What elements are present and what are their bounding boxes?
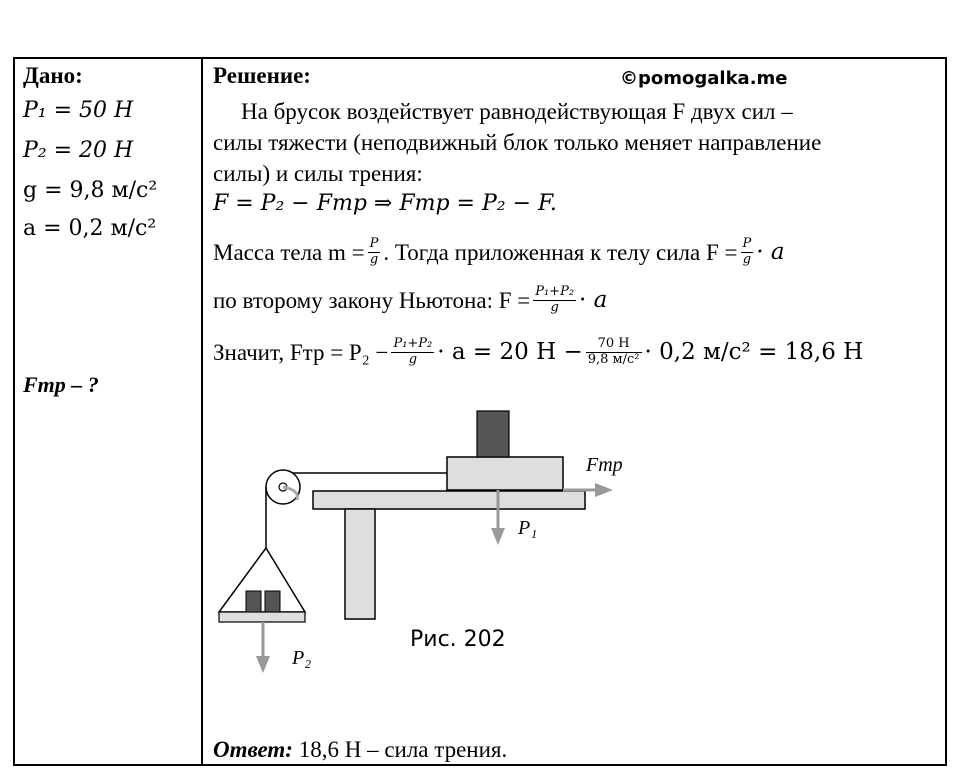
solution-line-5 (213, 232, 785, 272)
frac-num: P (369, 236, 379, 252)
frac-num: P₁+P₂ (535, 284, 575, 300)
block (447, 457, 563, 490)
watermark: ©pomogalka.me (620, 68, 788, 89)
frac-den: g (369, 251, 379, 267)
solution-heading: Решение: (213, 63, 311, 88)
line6-part-b: · a (579, 286, 608, 313)
given-g: g = 9,8 м/с² (23, 178, 158, 203)
figure-caption: Рис. 202 (410, 627, 506, 652)
solution-line-7 (213, 330, 863, 374)
line7-part-c: · 0,2 м/с² = 18,6 Н (644, 338, 864, 365)
answer (213, 738, 507, 761)
label-p2: P₂ (292, 647, 312, 669)
weight-2 (265, 591, 280, 612)
label-ftr: Fтр (586, 454, 623, 476)
solution-line-1: На брусок воздействует равнодействующая F двух сил – (241, 99, 793, 124)
solution-line-4: F = P₂ − Fтр ⇒ Fтр = P₂ − F. (213, 191, 557, 216)
given-find: Fтр – ? (23, 372, 99, 397)
line6-part-a: по второму закону Ньютона: F = (213, 287, 531, 313)
answer-label: Ответ: (213, 737, 293, 762)
frac-num: P₁+P₂ (393, 336, 433, 352)
answer-text: 18,6 Н – сила трения. (292, 737, 508, 762)
fraction-70-over-98 (586, 337, 642, 367)
line5-part-b: . Тогда приложенная к телу сила F = (383, 239, 738, 265)
solution-line-2: силы тяжести (неподвижный блок только меняет направление (213, 130, 822, 155)
fraction-p1p2-over-g-2 (391, 337, 434, 367)
fraction-p-over-g-2 (741, 237, 754, 267)
given-p2: P₂ = 20 H (23, 138, 134, 163)
column-divider (201, 57, 203, 766)
given-p1: P₁ = 50 H (23, 98, 134, 123)
table-top (313, 491, 585, 509)
table-leg (345, 509, 375, 619)
frac-den: 9,8 м/с² (587, 351, 640, 367)
frac-num: P (742, 236, 752, 252)
label-p1: P₁ (518, 517, 538, 539)
given-heading: Дано: (23, 63, 83, 88)
fraction-p-over-g (368, 237, 381, 267)
solution-line-3: силы) и силы трения: (213, 161, 423, 186)
pan (219, 612, 305, 622)
solution-line-6 (213, 280, 607, 320)
weight-on-block (477, 411, 509, 457)
pan-hanger (219, 548, 305, 612)
line5-part-a: Масса тела m = (213, 239, 365, 265)
line7-part-b: · a = 20 Н − (437, 338, 583, 365)
weight-1 (246, 591, 261, 612)
frac-den: g (550, 299, 559, 315)
frac-num: 70 Н (586, 337, 642, 352)
fraction-p1p2-over-g (533, 285, 576, 315)
line7-part-a: Значит, Fтр = P₂ − (213, 339, 389, 365)
frac-den: g (742, 251, 752, 267)
line5-part-c: · a (756, 238, 785, 265)
given-a: a = 0,2 м/с² (23, 216, 157, 241)
frac-den: g (408, 351, 418, 367)
